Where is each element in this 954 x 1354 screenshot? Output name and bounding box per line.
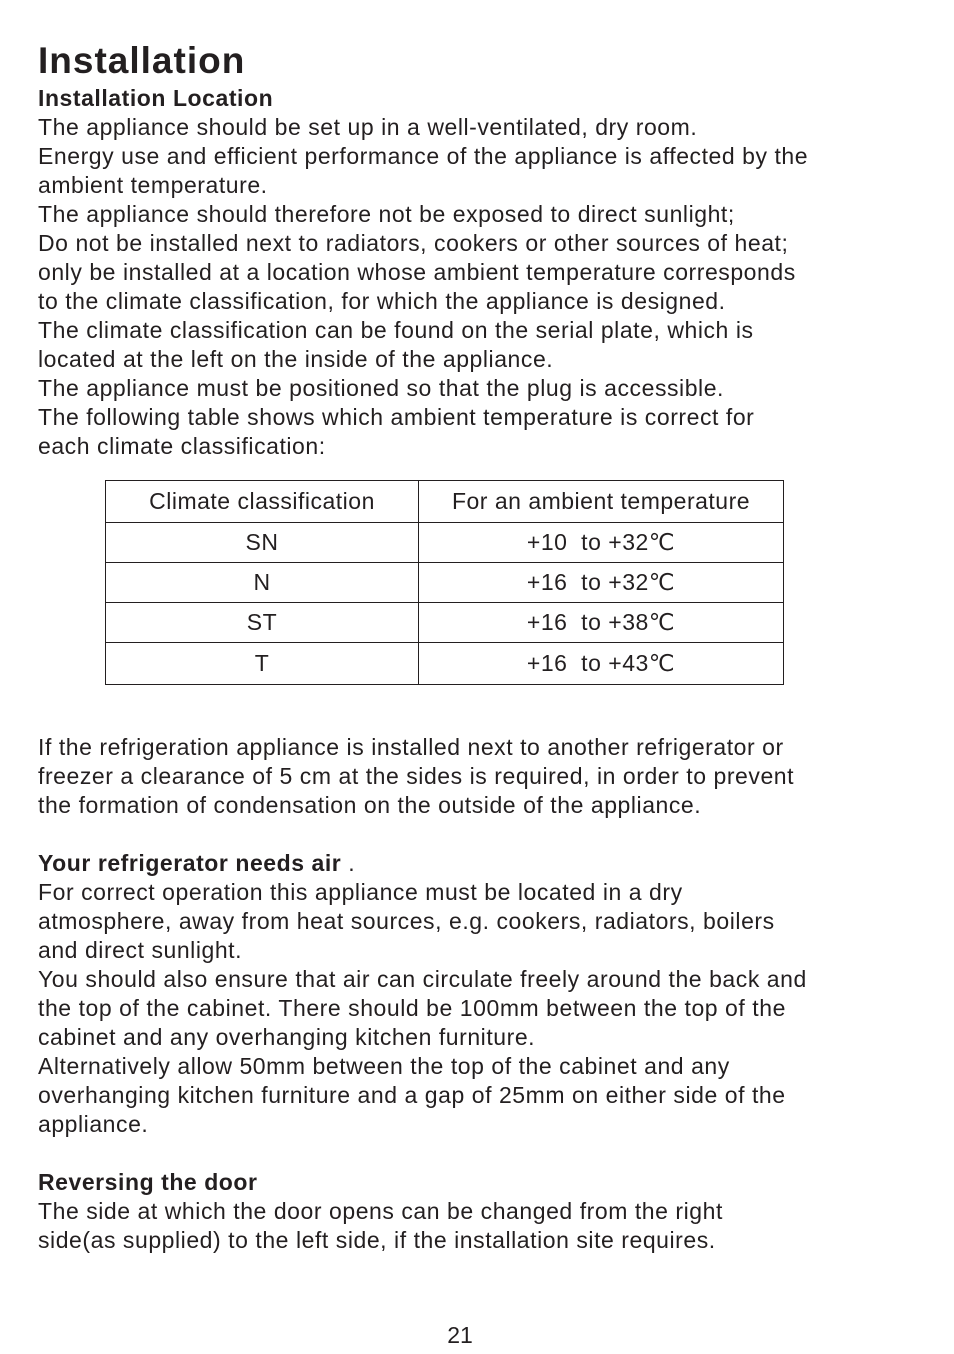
body-line: For correct operation this appliance must be located in a dry	[38, 879, 683, 905]
body-line: The following table shows which ambient temperature is correct for	[38, 404, 755, 430]
table-row	[106, 563, 784, 603]
page-title: Installation	[38, 40, 246, 81]
body-line: Energy use and efficient performance of the appliance is affected by the	[38, 143, 809, 169]
clearance-paragraph	[38, 733, 918, 820]
installation-location-section	[38, 84, 918, 461]
air-heading-suffix: .	[341, 850, 356, 876]
body-line: Do not be installed next to radiators, cookers or other sources of heat;	[38, 230, 789, 256]
table-row	[106, 603, 784, 643]
body-line: The appliance should be set up in a well-ventilated, dry room.	[38, 114, 698, 140]
reversing-door-heading: Reversing the door	[38, 1169, 258, 1195]
body-line: located at the left on the inside of the appliance.	[38, 346, 554, 372]
climate-class-cell: SN	[106, 523, 419, 563]
climate-class-cell: T	[106, 643, 419, 685]
body-line: atmosphere, away from heat sources, e.g. cookers, radiators, boilers	[38, 908, 775, 934]
body-line: If the refrigeration appliance is installed next to another refrigerator or	[38, 734, 784, 760]
body-line: Alternatively allow 50mm between the top of the cabinet and any	[38, 1053, 730, 1079]
column-header-climate: Climate classification	[106, 481, 419, 523]
body-line: The appliance should therefore not be exposed to direct sunlight;	[38, 201, 735, 227]
body-line: and direct sunlight.	[38, 937, 243, 963]
body-line: The appliance must be positioned so that the plug is accessible.	[38, 375, 724, 401]
body-line: side(as supplied) to the left side, if the installation site requires.	[38, 1227, 716, 1253]
page-number: 21	[447, 1322, 473, 1348]
installation-location-heading: Installation Location	[38, 85, 274, 111]
body-line: each climate classification:	[38, 433, 326, 459]
body-line: ambient temperature.	[38, 172, 268, 198]
temperature-range-cell: +16 to +38℃	[419, 603, 784, 643]
reversing-door-section	[38, 1168, 918, 1255]
climate-class-cell: N	[106, 563, 419, 603]
air-section	[38, 849, 918, 1139]
body-line: appliance.	[38, 1111, 149, 1137]
temperature-range-cell: +10 to +32℃	[419, 523, 784, 563]
body-line: The side at which the door opens can be changed from the right	[38, 1198, 723, 1224]
body-line: You should also ensure that air can circulate freely around the back and	[38, 966, 807, 992]
body-line: to the climate classification, for which the appliance is designed.	[38, 288, 726, 314]
climate-classification-table	[105, 480, 784, 685]
climate-class-cell: ST	[106, 603, 419, 643]
column-header-temperature: For an ambient temperature	[419, 481, 784, 523]
table-row	[106, 523, 784, 563]
body-line: only be installed at a location whose ambient temperature corresponds	[38, 259, 796, 285]
body-line: cabinet and any overhanging kitchen furniture.	[38, 1024, 536, 1050]
table-header-row	[106, 481, 784, 523]
temperature-range-cell: +16 to +32℃	[419, 563, 784, 603]
body-line: the top of the cabinet. There should be 100mm between the top of the	[38, 995, 786, 1021]
table-row	[106, 643, 784, 685]
body-line: The climate classification can be found on the serial plate, which is	[38, 317, 754, 343]
temperature-range-cell: +16 to +43℃	[419, 643, 784, 685]
body-line: freezer a clearance of 5 cm at the sides is required, in order to prevent	[38, 763, 795, 789]
body-line: overhanging kitchen furniture and a gap of 25mm on either side of the	[38, 1082, 786, 1108]
air-heading: Your refrigerator needs air	[38, 850, 342, 876]
body-line: the formation of condensation on the outside of the appliance.	[38, 792, 702, 818]
air-heading-line	[38, 849, 918, 878]
